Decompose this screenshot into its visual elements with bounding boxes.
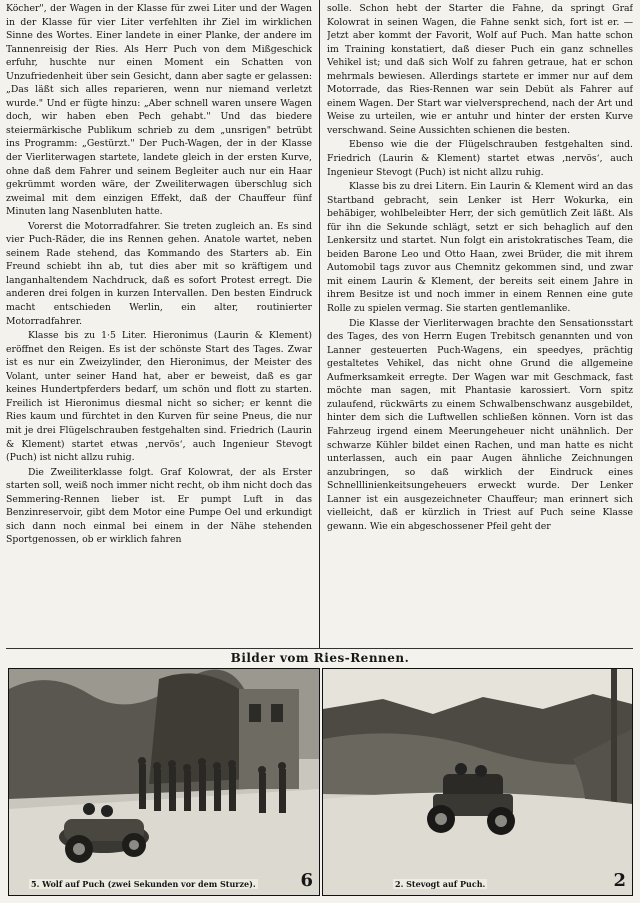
paragraph: Die Klasse der Vierliterwagen brachte den Sensationsstart des Tages, des von Herrn Eugen Trebitsch genannten und von Lanner gesteuerten Puch-Wagens, ein speedyes, prächtig gestaltetes Vehikel, das nicht ohne Grund die allgemeine Aufmerksamkeit erregte. Der Wagen war mit Geschmack, fast möchte man sagen, mit Phantasie karossiert. Vorn spitz zulaufend, rückwärts zu einem Schwalbenschwanz ausgebildet, hinter dem sich die Luftwellen schließen können. Vorn ist das Fahrzeug irgend einem Meerungeheuer nicht unähnlich. Der schwarze Kühler bildet einen Rachen, und man hatte es nicht unterlassen, auch ein paar Augen ähnliche Zeichnungen anzubringen, so daß wirklich der Eindruck eines Schnelllinienkeitsungeheuers erweckt wurde. Der Lenker Lanner ist ein ausgezeichneter Chauffeur; man erinnert sich vielleicht, daß er kürzlich in Triest auf Puch seine Klasse gewann. Wie ein abgeschossener Pfeil geht der [327,317,633,532]
paragraph: Klasse bis zu drei Litern. Ein Laurin & Klement wird an das Startband gebracht, sein Lenker ist Herr Wokurka, ein behäbiger, wohlbeleibter Herr, der sich gemütlich Zeit läßt. Als für ihn die Sekunde schlägt, setzt er sich behaglich auf den Lenkersitz und startet. Nun folgt ein aristokratisches Team, die beiden Barone Leo und Otto Haan, zwei Brüder, die mit ihrem Automobil tags zuvor aus Chemnitz gekommen sind, und zwar mit einem Laurin & Klement, der bereits seit einem Jahre in ihrem Besitze ist und noch immer in einem Rennen eine gute Rolle zu spielen vermag. Sie starten gentlemanlike. [327,181,633,315]
photo-caption: 5. Wolf auf Puch (zwei Sekunden vor dem Sturze). [31,879,256,889]
race-photo-image [9,669,319,895]
photo-stevogt-auf-puch [322,668,633,896]
photo-number: 2 [613,870,626,891]
paragraph: Vorerst die Motorradfahrer. Sie treten zugleich an. Es sind vier Puch-Räder, die ins Rennen gehen. Anatole wartet, neben seinem Rade stehend, das Kommando des Starters ab. Ein Freund schiebt ihn ab, tut dies aber mit so kräftigem und langanhaltendem Nachdruck, daß es sofort Protest erregt. Die anderen drei folgen in kurzen Intervallen. Den besten Eindruck macht entschieden Werlin, ein alter, routinierter Motorradfahrer. [6,220,312,327]
paragraph: Klasse bis zu 1·5 Liter. Hieronimus (Laurin & Klement) eröffnet den Reigen. Es ist der schönste Start des Tages. Zwar ist es nur ein Zweizylinder, den Hieronimus, der Meister des Volant, unter seiner Hand hat, aber er beweist, daß es gar keines Hundertpferders bedarf, um schön und flott zu starten. Freilich ist Hieronimus diesmal nicht so sicher; er kennt die Ries kaum und fürchtet in den Kurven für seine Pneus, die nur mit je drei Flügelschrauben festgehalten sind. Friedrich (Laurin & Klement) startet etwas ‚nervös‘, auch Ingenieur Stevogt (Puch) ist nicht allzu ruhig. [6,330,312,464]
paragraph: Die Zweiliterklasse folgt. Graf Kolowrat, der als Erster starten soll, weiß noch immer nicht recht, ob ihm nicht doch das Semmering-Rennen lieber ist. Er pumpt Luft in das Benzinreservoir, gibt dem Motor eine Pumpe Oel und erkundigt sich dann noch einmal bei einem in der Nähe stehenden Sportgenossen, ob er wirklich fahren [6,466,312,546]
photo-section-title: Bilder vom Ries-Rennen. [230,651,410,665]
photo-wolf-auf-puch [8,668,320,896]
right-text-column [327,2,633,645]
race-photo-image [323,669,632,895]
photo-caption: 2. Stevogt auf Puch. [395,879,486,889]
paragraph: solle. Schon hebt der Starter die Fahne, da springt Graf Kolowrat in seinen Wagen, die Fahne senkt sich, fort ist er. — Jetzt aber kommt der Favorit, Wolf auf Puch. Man hatte schon im Training konstatiert, daß dieser Puch ein ganz schnelles Vehikel ist; und daß sich Wolf zu fahren getraue, hat er schon mehrmals bewiesen. Allerdings startete er immer nur auf dem Motorrade, das Ries-Rennen war sein Debüt als Fahrer auf einem Wagen. Der Start war vielversprechend, nach der Art und Weise zu urteilen, wie er antuhr und hinter der ersten Kurve verschwand. Seine Aussichten schienen die besten. [327,3,633,136]
section-divider [6,648,633,649]
column-divider [319,0,320,648]
photo-number: 6 [300,870,313,891]
paragraph: Ebenso wie die der Flügelschrauben festgehalten sind. Friedrich (Laurin & Klement) startet etwas ‚nervös‘, auch Ingenieur Stevogt (Puch) ist nicht allzu ruhig. [327,139,633,178]
paragraph: Köcher", der Wagen in der Klasse für zwei Liter und der Wagen in der Klasse für vier Liter verfehlten ihr Ziel im wirklichen Sinne des Wortes. Einer landete in einer Planke, der andere im Tannenreisig der Ries. Als Herr Puch von dem Mißgeschick erfuhr, huschte nur einen Moment ein Schatten von Unzufriedenheit über sein Gesicht, dann aber sagte er gelassen: „Das läßt sich alles reparieren, wenn nur niemand verletzt wurde." Und er fügte hinzu: „Aber schnell waren unsere Wagen doch, wir haben eben Pech gehabt." Und das biedere steiermärkische Publikum schrieb zu dem „unsrigen" betrübt ins Programm: „Gestürzt." Der Puch-Wagen, der in der Klasse der Vierliterwagen startete, landete gleich in der ersten Kurve, ohne daß dem Fahrer und seinem Begleiter auch nur ein Haar gekrümmt worden wäre, der Zweiliterwagen überschlug sich zweimal mit dem einzigen Effekt, daß der Chauffeur fünf Minuten lang Nasenbluten hatte. [6,3,312,218]
left-text-column [6,2,312,645]
